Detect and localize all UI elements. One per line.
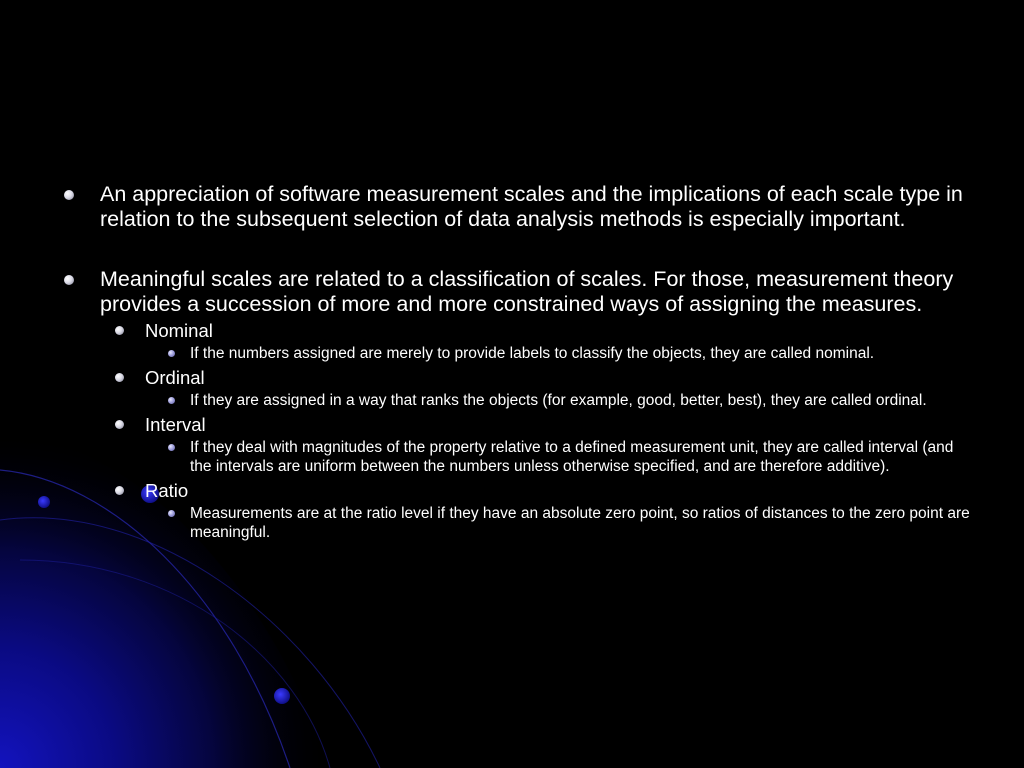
bullet-icon [168,510,175,517]
bullet-icon [115,373,124,382]
scale-type-detail-text: Measurements are at the ratio level if they have an absolute zero point, so ratios of distances to the zero point are meaningful. [190,505,970,541]
bullet-icon [64,275,74,285]
bullet-icon [115,486,124,495]
bullet-icon [168,350,175,357]
scale-type-label: Ratio [145,480,189,501]
bullet-icon [168,397,175,404]
scale-type-detail [56,344,976,363]
bullet-item [56,182,976,232]
bullet-text: An appreciation of software measurement scales and the implications of each scale type in relation to the subsequent selection of data analysis methods is especially important. [100,182,963,231]
scale-type-detail-text: If they are assigned in a way that ranks the objects (for example, good, better, best), they are called ordinal. [190,392,927,409]
scale-type-detail-text: If they deal with magnitudes of the property relative to a defined measurement unit, they are called interval (and the intervals are uniform between the numbers unless otherwise specified, and are therefore additive). [190,439,954,475]
bullet-icon [115,326,124,335]
decor-dot [38,496,50,508]
scale-type-list [56,319,976,542]
scale-type-item [56,366,976,389]
decor-dot [274,688,290,704]
bullet-text: Meaningful scales are related to a classification of scales. For those, measurement theory provides a succession of more and more constrained ways of assigning the measures. [100,267,954,316]
scale-type-item [56,319,976,342]
scale-type-label: Ordinal [145,367,205,388]
scale-type-detail [56,438,976,476]
scale-type-label: Interval [145,414,206,435]
scale-type-detail [56,504,976,542]
scale-type-item [56,413,976,436]
scale-type-label: Nominal [145,320,213,341]
scale-type-item [56,479,976,502]
scale-type-detail-text: If the numbers assigned are merely to provide labels to classify the objects, they are called nominal. [190,345,875,362]
bullet-icon [115,420,124,429]
bullet-item [56,267,976,317]
scale-type-detail [56,391,976,410]
bullet-icon [64,190,74,200]
slide-body [56,182,976,545]
bullet-icon [168,444,175,451]
